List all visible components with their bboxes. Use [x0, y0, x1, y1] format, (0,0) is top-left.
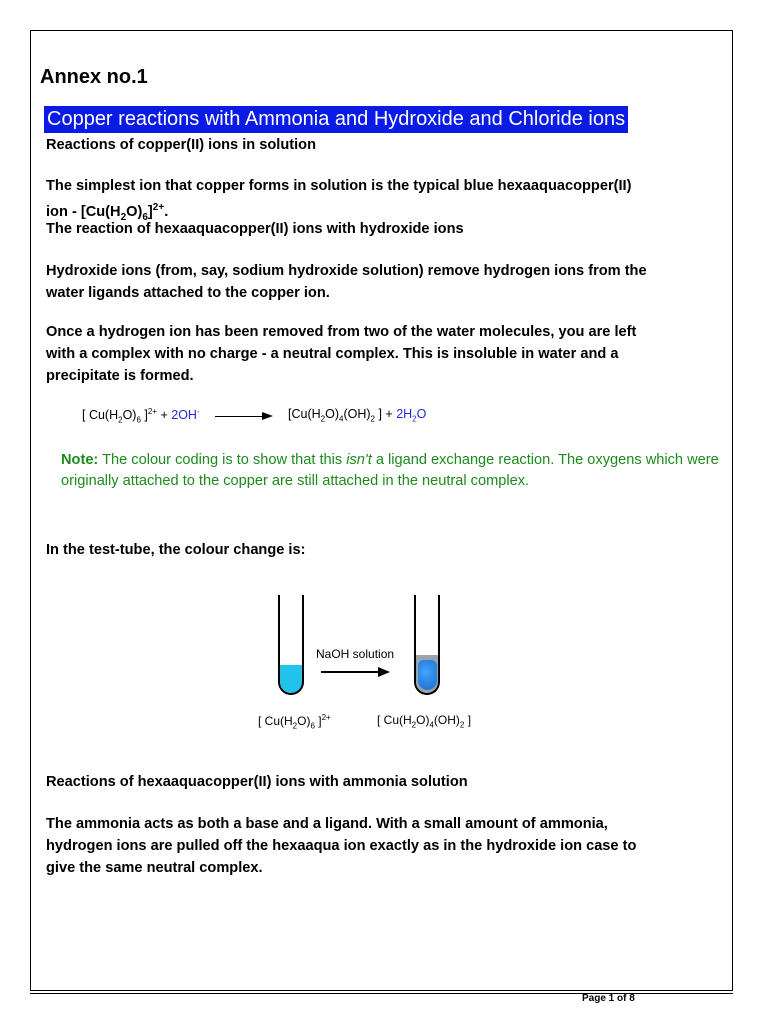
right-tube-label: [ $Cu(H_2O)_4(OH)_2$ ]: [377, 713, 472, 730]
diagram-arrow-head: [378, 667, 390, 677]
para2-line1: Hydroxide ions (from, say, sodium hydroxide solution) remove hydrogen ions from the: [46, 263, 647, 279]
para3-line1: Once a hydrogen ion has been removed from two of the water molecules, you are left: [46, 324, 637, 340]
test-tube-right-wall-l: [414, 595, 416, 677]
subtitle: Reactions of copper(II) ions in solution: [46, 137, 316, 153]
annex-heading: Annex no.1: [40, 66, 148, 88]
equation-products: [$Cu(H_2O)_4(OH)_2$ ] + $2H_2O$: [288, 407, 427, 424]
para3-line3: precipitate is formed.: [46, 368, 194, 384]
para1-line1: The simplest ion that copper forms in solution is the typical blue hexaaquacopper(II): [46, 178, 632, 194]
para4-line3: give the same neutral complex.: [46, 860, 263, 876]
test-tube-left-bottom: [278, 670, 304, 695]
note-paragraph: Note: The colour coding is to show that this isn't a ligand exchange reaction. The oxygens which were originally attached to the copper are still attached in the neutral complex.: [61, 452, 719, 489]
heading-hydroxide: The reaction of hexaaquacopper(II) ions with hydroxide ions: [46, 221, 464, 237]
test-tube-left-wall-l: [278, 595, 280, 677]
para4-line1: The ammonia acts as both a base and a ligand. With a small amount of ammonia,: [46, 816, 608, 832]
test-tube-right-bottom: [414, 670, 440, 695]
heading-ammonia: Reactions of hexaaquacopper(II) ions with ammonia solution: [46, 774, 468, 790]
para4-line2: hydrogen ions are pulled off the hexaaqua ion exactly as in the hydroxide ion case to: [46, 838, 637, 854]
diagram-arrow: [321, 671, 379, 673]
page-number: Page 1 of 8: [582, 993, 635, 1004]
left-tube-label: [ $Cu(H_2O)_6$ ]$^{2+}$: [258, 713, 331, 731]
test-tube-left-wall-r: [302, 595, 304, 677]
para2-line2: water ligands attached to the copper ion.: [46, 285, 330, 301]
test-tube-right-wall-r: [438, 595, 440, 677]
para1-line2: ion - $[Cu(H_2O)_6]^{2+}$.: [46, 202, 169, 223]
reagent-label: NaOH solution: [316, 647, 395, 661]
para3-line2: with a complex with no charge - a neutral complex. This is insoluble in water and a: [46, 346, 619, 362]
document-title: Copper reactions with Ammonia and Hydroxide and Chloride ions: [44, 106, 628, 133]
testtube-heading: In the test-tube, the colour change is:: [46, 542, 306, 558]
equation-reactants: [ $Cu(H_2O)_6$ ]$^{2+}$ + 2OH-: [82, 407, 200, 425]
